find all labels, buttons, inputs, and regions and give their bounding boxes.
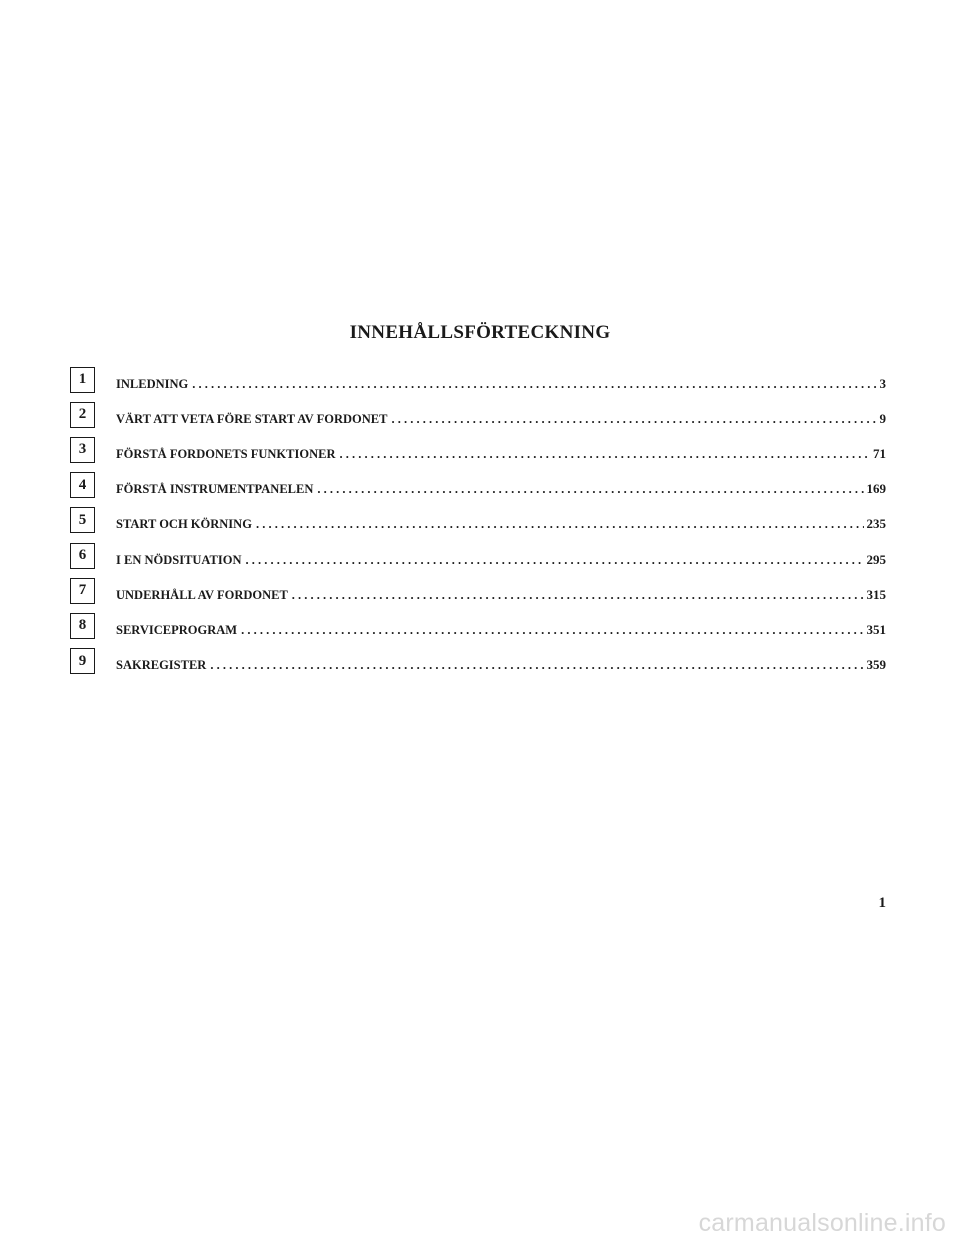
toc-line [116,657,886,673]
toc-line [116,552,886,568]
dot-leader [391,412,876,427]
chapter-number-box: 4 [70,472,95,498]
chapter-number-box: 7 [70,578,95,604]
toc-label: START OCH KÖRNING [116,517,252,532]
toc-entry-2[interactable] [70,401,886,436]
toc-entry-4[interactable] [70,472,886,507]
watermark: carmanualsonline.info [698,1209,946,1237]
chapter-number-box: 6 [70,543,95,569]
toc-entry-5[interactable] [70,507,886,542]
toc-line [116,622,886,638]
toc-label: I EN NÖDSITUATION [116,552,242,567]
chapter-number-box: 8 [70,613,95,639]
toc-page-number: 315 [866,586,886,602]
toc-label: SERVICEPROGRAM [116,622,238,637]
dot-leader [292,588,864,603]
chapter-number-box: 1 [70,367,95,393]
toc-label: UNDERHÅLL AV FORDONET [116,587,288,602]
toc-page-number: 71 [873,445,886,461]
toc-page-number: 3 [879,375,886,391]
dot-leader [192,377,876,392]
toc-label: SAKREGISTER [116,658,207,673]
toc-entry-1[interactable] [70,366,886,401]
toc-page-number: 169 [866,481,886,497]
dot-leader [246,553,864,568]
page-number: 1 [878,895,886,911]
dot-leader [256,517,864,532]
toc-label: VÄRT ATT VETA FÖRE START AV FORDONET [116,411,388,426]
toc-label: FÖRSTÅ INSTRUMENTPANELEN [116,482,314,497]
toc-list [70,366,886,683]
chapter-number-box: 9 [70,648,95,674]
chapter-number-box: 3 [70,437,95,463]
chapter-number-box: 2 [70,402,95,428]
toc-page-number: 235 [866,516,886,532]
toc-entry-3[interactable] [70,436,886,471]
toc-page-number: 351 [866,621,886,637]
toc-page-number: 295 [866,551,886,567]
toc-entry-7[interactable] [70,577,886,612]
page-title: INNEHÅLLSFÖRTECKNING [349,322,611,343]
toc-label: INLEDNING [116,376,189,391]
toc-line [116,411,886,427]
toc-entry-6[interactable] [70,542,886,577]
dot-leader [317,482,863,497]
dot-leader [241,623,863,638]
toc-page-number: 9 [879,410,886,426]
toc-page-number: 359 [866,657,886,673]
toc-line [116,446,886,462]
chapter-number-box: 5 [70,507,95,533]
dot-leader [210,658,863,673]
dot-leader [339,447,870,462]
toc-label: FÖRSTÅ FORDONETS FUNKTIONER [116,446,336,461]
toc-line [116,376,886,392]
toc-line [116,481,886,497]
toc-line [116,516,886,532]
toc-entry-9[interactable] [70,648,886,683]
toc-line [116,587,886,603]
toc-entry-8[interactable] [70,612,886,647]
